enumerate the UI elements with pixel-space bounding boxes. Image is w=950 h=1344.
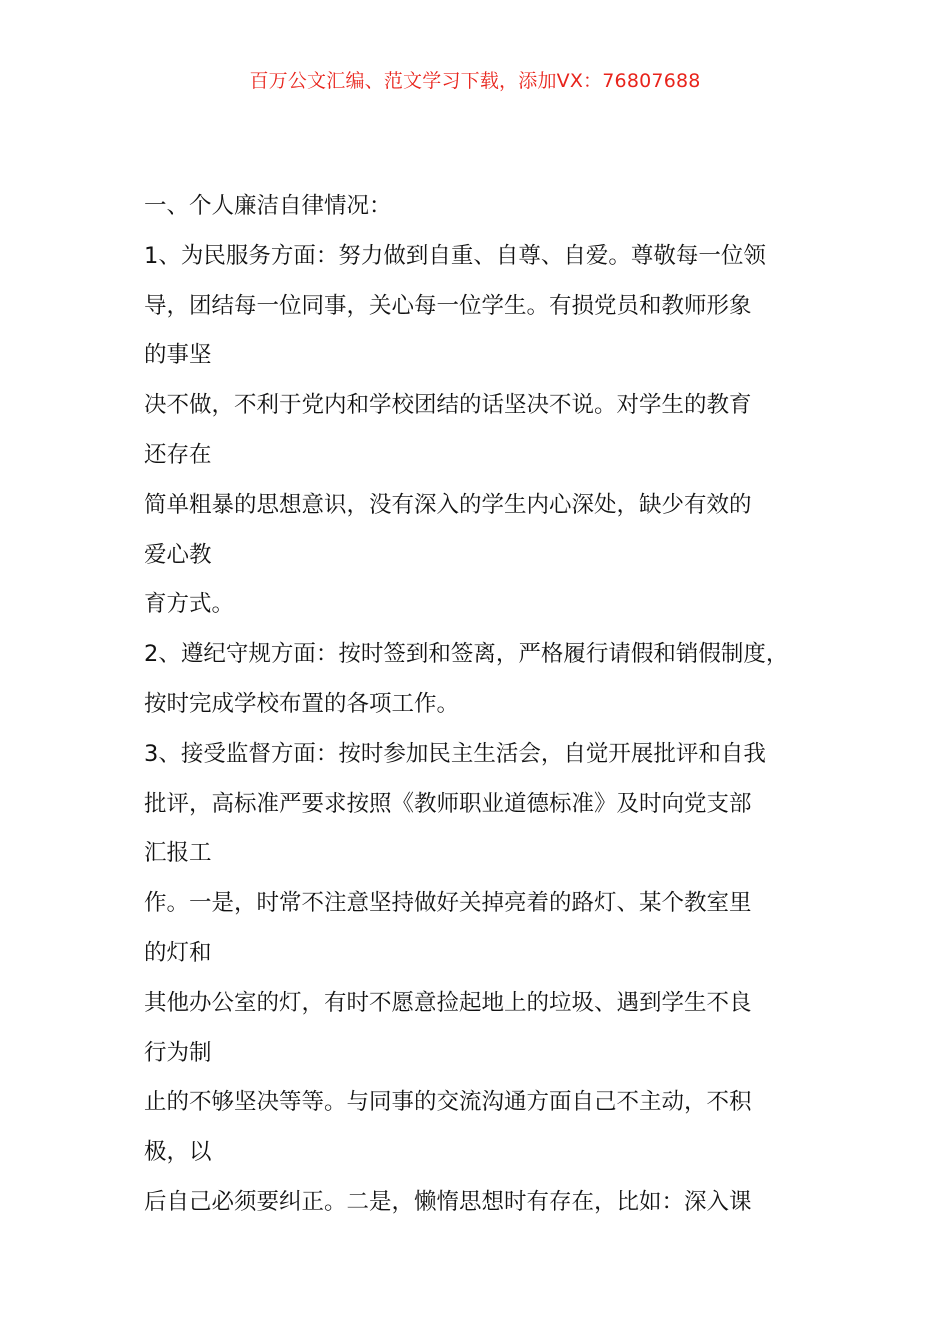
text-line: 行为制 [144, 1039, 212, 1066]
header-banner: 百万公文汇编、范文学习下载，添加VX：76807688 [249, 70, 701, 92]
text-line: 汇报工 [144, 840, 212, 867]
text-line: 2、遵纪守规方面：按时签到和签离，严格履行请假和销假制度， [144, 641, 789, 668]
text-line: 极，以 [144, 1139, 212, 1166]
text-line: 的灯和 [144, 939, 212, 966]
text-line: 1、为民服务方面：努力做到自重、自尊、自爱。尊敬每一位领 [144, 242, 766, 269]
text-line: 决不做，不利于党内和学校团结的话坚决不说。对学生的教育 [144, 392, 752, 419]
body-text [144, 182, 844, 1228]
text-line: 的事坚 [144, 342, 212, 369]
text-line: 批评，高标准严要求按照《教师职业道德标准》及时向党支部 [144, 790, 752, 817]
text-line: 按时完成学校布置的各项工作。 [144, 690, 460, 717]
text-line: 还存在 [144, 441, 212, 468]
text-line: 爱心教 [144, 541, 212, 568]
text-line: 简单粗暴的思想意识，没有深入的学生内心深处，缺少有效的 [144, 491, 752, 518]
text-line: 后自己必须要纠正。二是，懒惰思想时有存在，比如：深入课 [144, 1188, 752, 1215]
text-line: 止的不够坚决等等。与同事的交流沟通方面自己不主动，不积 [144, 1089, 752, 1116]
text-line: 其他办公室的灯，有时不愿意捡起地上的垃圾、遇到学生不良 [144, 989, 752, 1016]
text-line: 导，团结每一位同事，关心每一位学生。有损党员和教师形象 [144, 292, 752, 319]
text-line: 育方式。 [144, 591, 235, 618]
text-line: 一、个人廉洁自律情况： [144, 193, 392, 219]
text-line: 作。一是，时常不注意坚持做好关掉亮着的路灯、某个教室里 [144, 890, 752, 917]
text-line: 3、接受监督方面：按时参加民主生活会，自觉开展批评和自我 [144, 740, 766, 767]
